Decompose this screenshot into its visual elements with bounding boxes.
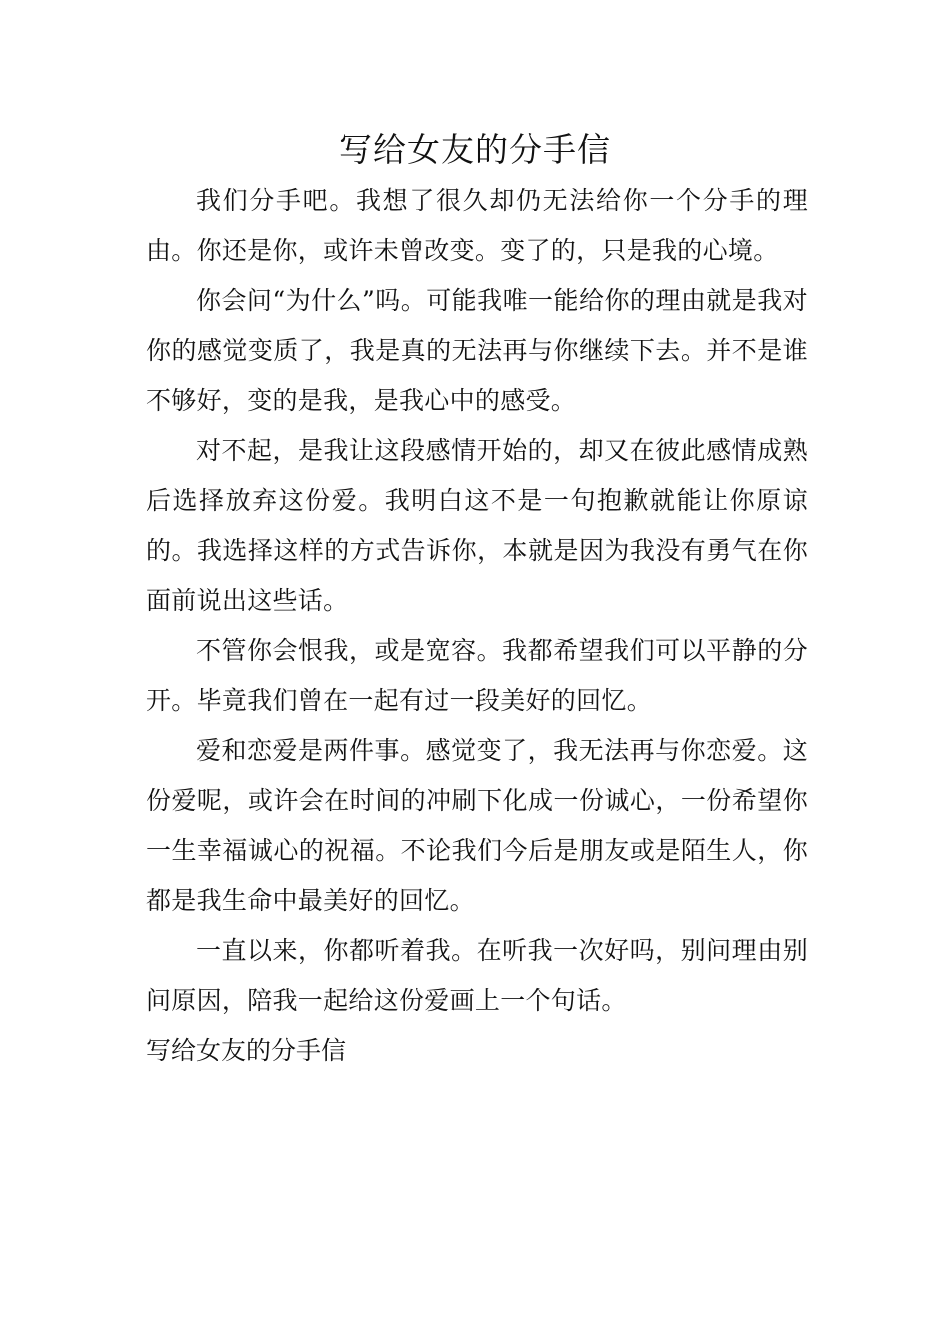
paragraph-2: 你会问“为什么”吗。可能我唯一能给你的理由就是我对你的感觉变质了，我是真的无法再与你继续下去。并不是谁不够好，变的是我，是我心中的感受。	[146, 286, 808, 415]
paragraph-5: 爱和恋爱是两件事。感觉变了，我无法再与你恋爱。这份爱呢，或许会在时间的冲刷下化成一份诚心，一份希望你一生幸福诚心的祝福。不论我们今后是朋友或是陌生人，你都是我生命中最美好的回忆。	[146, 736, 808, 915]
paragraph-4: 不管你会恨我，或是宽容。我都希望我们可以平静的分开。毕竟我们曾在一起有过一段美好的回忆。	[146, 636, 808, 715]
footer-title: 写给女友的分手信	[146, 1036, 347, 1065]
paragraph-3: 对不起，是我让这段感情开始的，却又在彼此感情成熟后选择放弃这份爱。我明白这不是一句抱歉就能让你原谅的。我选择这样的方式告诉你，本就是因为我没有勇气在你面前说出这些话。	[146, 436, 808, 615]
paragraph-6: 一直以来，你都听着我。在听我一次好吗，别问理由别问原因，陪我一起给这份爱画上一个句话。	[146, 936, 808, 1015]
document-title: 写给女友的分手信	[339, 130, 611, 169]
document-body	[146, 176, 808, 1076]
paragraph-1: 我们分手吧。我想了很久却仍无法给你一个分手的理由。你还是你，或许未曾改变。变了的，只是我的心境。	[146, 186, 808, 265]
